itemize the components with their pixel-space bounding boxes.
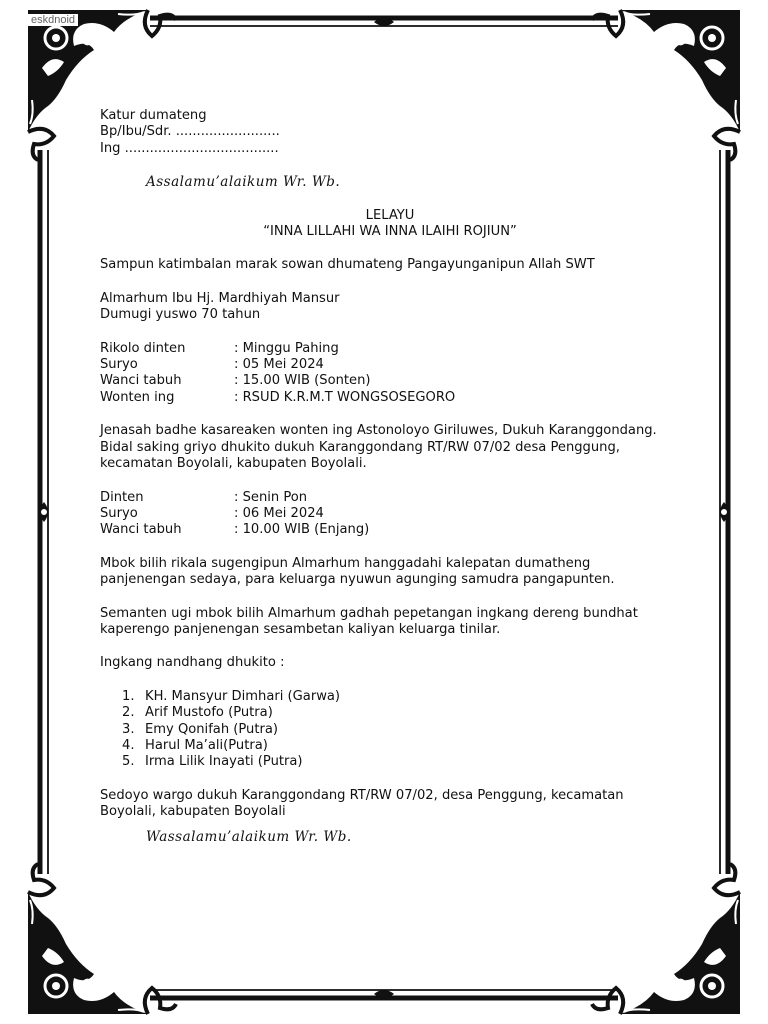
deceased-name: Almarhum Ibu Hj. Mardhiyah Mansur [100, 290, 340, 306]
list-number: 2. [122, 705, 135, 721]
detail-row [100, 506, 680, 522]
burial-text: Jenasah badhe kasareaken wonten ing Astonoloyo Giriluwes, Dukuh Karanggondang. [100, 423, 657, 439]
title: LELAYU [365, 207, 415, 223]
community-text: Boyolali, kabupaten Boyolali [100, 804, 286, 820]
list-item [100, 689, 680, 705]
detail-value: : RSUD K.R.M.T WONGSOSEGORO [234, 389, 456, 405]
community-text: Sedoyo wargo dukuh Karanggondang RT/RW 07/02, desa Penggung, kecamatan [100, 787, 624, 803]
mourner-name: Irma Lilik Inayati (Putra) [145, 754, 303, 770]
detail-value: : 06 Mei 2024 [234, 505, 324, 521]
subtitle: “INNA LILLAHI WA INNA ILAIHI ROJIUN” [263, 224, 517, 240]
letter-body [100, 108, 680, 845]
mourner-name: Arif Mustofo (Putra) [145, 705, 273, 721]
mourner-name: KH. Mansyur Dimhari (Garwa) [145, 688, 341, 704]
detail-value: : Senin Pon [234, 489, 308, 505]
mourner-name: Harul Ma’ali(Putra) [145, 737, 268, 753]
list-number: 4. [122, 737, 135, 753]
list-item [100, 738, 680, 754]
detail-label: Wanci tabuh [100, 522, 182, 538]
opening-greeting: Assalamu’alaikum Wr. Wb. [146, 174, 341, 191]
list-item [100, 722, 680, 738]
detail-row [100, 357, 680, 373]
recipient-line: Katur dumateng [100, 108, 207, 123]
list-number: 1. [122, 688, 135, 704]
list-number: 3. [122, 721, 135, 737]
deceased-age: Dumugi yuswo 70 tahun [100, 307, 261, 323]
list-number: 5. [122, 754, 135, 770]
list-item [100, 705, 680, 721]
detail-label: Wanci tabuh [100, 373, 182, 389]
detail-row [100, 341, 680, 357]
detail-value: : 15.00 WIB (Sonten) [234, 373, 371, 389]
detail-row [100, 522, 680, 538]
burial-text: Bidal saking griyo dhukito dukuh Karanggondang RT/RW 07/02 desa Penggung, [100, 439, 620, 455]
detail-label: Rikolo dinten [100, 340, 186, 356]
detail-label: Dinten [100, 489, 144, 505]
watermark-text: eskdnoid [28, 14, 78, 26]
detail-row [100, 490, 680, 506]
detail-row [100, 390, 680, 406]
apology-text: panjenengan sedaya, para keluarga nyuwun agunging samudra pangapunten. [100, 572, 615, 588]
mourners-heading: Ingkang nandhang dhukito : [100, 655, 285, 671]
detail-value: : 10.00 WIB (Enjang) [234, 522, 370, 538]
detail-label: Wonten ing [100, 389, 175, 405]
debt-text: Semanten ugi mbok bilih Almarhum gadhah pepetangan ingkang dereng bundhat [100, 605, 638, 621]
apology-text: Mbok bilih rikala sugengipun Almarhum hanggadahi kalepatan dumatheng [100, 555, 591, 571]
detail-value: : Minggu Pahing [234, 340, 339, 356]
recipient-line: Bp/Ibu/Sdr. ......................... [100, 124, 280, 140]
detail-label: Suryo [100, 357, 138, 373]
mourner-name: Emy Qonifah (Putra) [145, 721, 279, 737]
closing-greeting: Wassalamu’alaikum Wr. Wb. [146, 828, 352, 845]
debt-text: kaperengo panjenengan sesambetan kaliyan keluarga tinilar. [100, 621, 501, 637]
detail-label: Suryo [100, 505, 138, 521]
detail-value: : 05 Mei 2024 [234, 357, 324, 373]
intro-text: Sampun katimbalan marak sowan dhumateng Pangayunganipun Allah SWT [100, 257, 595, 273]
mourners-list [100, 689, 680, 771]
burial-text: kecamatan Boyolali, kabupaten Boyolali. [100, 456, 367, 472]
burial-details [100, 490, 680, 539]
recipient-line: Ing ..................................... [100, 140, 279, 156]
list-item [100, 754, 680, 770]
death-details [100, 341, 680, 407]
detail-row [100, 373, 680, 389]
